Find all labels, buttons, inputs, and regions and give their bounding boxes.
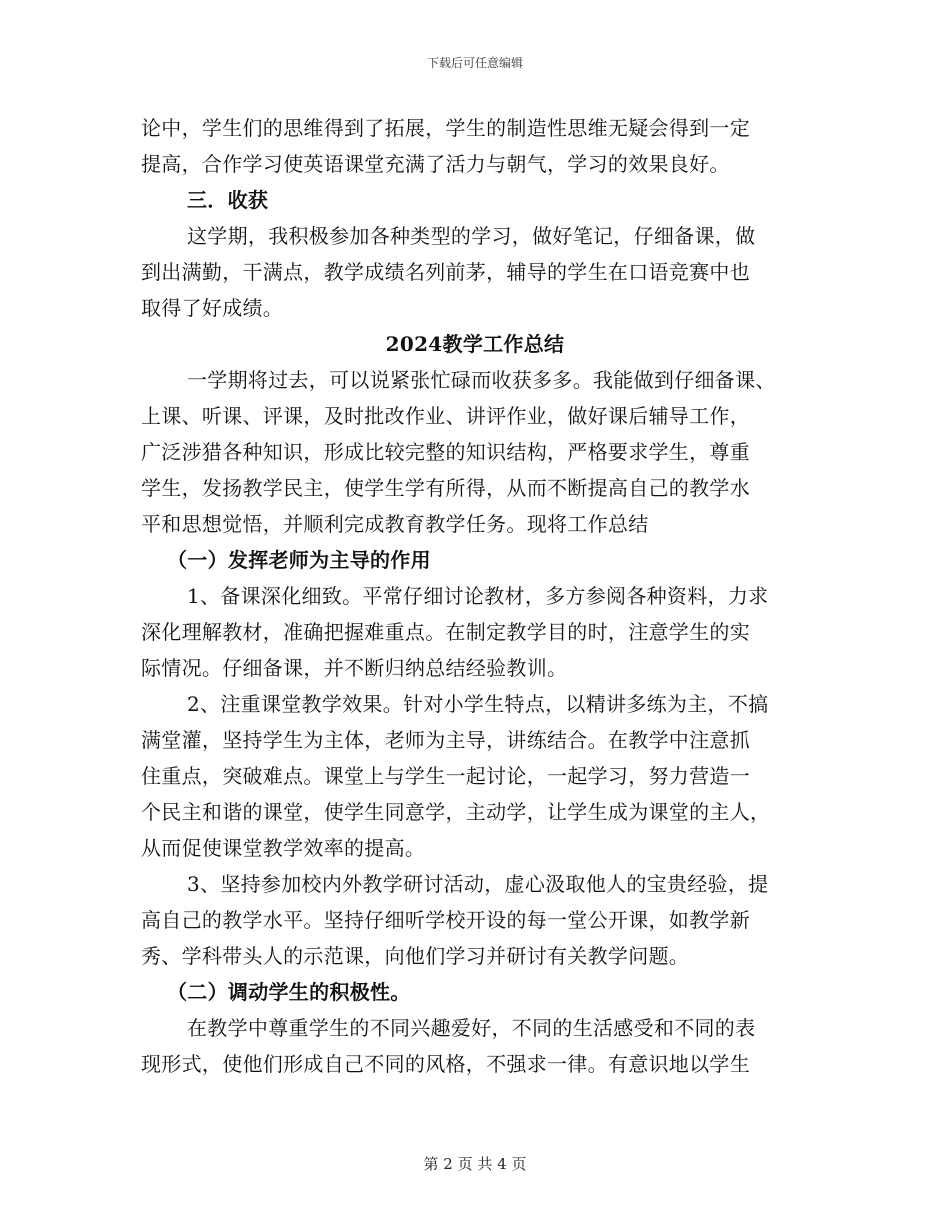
body-line: 高自己的教学水平。坚持仔细听学校开设的每一堂公开课，如教学新 <box>141 908 750 932</box>
body-line: 从而促使课堂教学效率的提高。 <box>141 836 426 860</box>
body-line: 际情况。仔细备课，并不断归纳总结经验教训。 <box>141 656 568 680</box>
body-line: 满堂灌，坚持学生为主体，老师为主导，讲练结合。在教学中注意抓 <box>141 728 750 752</box>
page-number: 第 2 页 共 4 页 <box>423 1155 527 1173</box>
body-line: 个民主和谐的课堂，使学生同意学，主动学，让学生成为课堂的主人， <box>141 800 771 824</box>
body-line: 提高，合作学习使英语课堂充满了活力与朝气，学习的效果良好。 <box>141 152 730 176</box>
page-header-note: 下载后可任意编辑 <box>426 56 523 70</box>
section-heading-student-motivation: （二）调动学生的积极性。 <box>167 980 411 1004</box>
body-line: 论中，学生们的思维得到了拓展，学生的制造性思维无疑会得到一定 <box>141 116 750 140</box>
body-line: 取得了好成绩。 <box>141 296 284 320</box>
body-line: 平和思想觉悟，并顺利完成教育教学任务。现将工作总结 <box>141 512 649 536</box>
body-line: 在教学中尊重学生的不同兴趣爱好，不同的生活感受和不同的表 <box>187 1016 756 1040</box>
body-line: 秀、学科带头人的示范课，向他们学习并研讨有关教学问题。 <box>141 944 690 968</box>
body-line: 深化理解教材，准确把握难重点。在制定教学目的时，注意学生的实 <box>141 620 750 644</box>
body-line: 学生，发扬教学民主，使学生学有所得，从而不断提高自己的教学水 <box>141 476 750 500</box>
body-line: 这学期，我积极参加各种类型的学习，做好笔记，仔细备课，做 <box>187 224 756 248</box>
body-line: 现形式，使他们形成自己不同的风格，不强求一律。有意识地以学生 <box>141 1052 750 1076</box>
body-line: 2、注重课堂教学效果。针对小学生特点，以精讲多练为主，不搞 <box>187 692 769 716</box>
document-body <box>141 110 809 1082</box>
section-heading-teacher-role: （一）发挥老师为主导的作用 <box>167 548 431 572</box>
document-title: 2024教学工作总结 <box>385 332 565 356</box>
body-line: 上课、听课、评课，及时批改作业、讲评作业，做好课后辅导工作， <box>141 404 750 428</box>
body-line: 3、坚持参加校内外教学研讨活动，虚心汲取他人的宝贵经验，提 <box>187 872 769 896</box>
body-line: 1、备课深化细致。平常仔细讨论教材，多方参阅各种资料，力求 <box>187 584 769 608</box>
body-line: 到出满勤，干满点，教学成绩名列前茅，辅导的学生在口语竞赛中也 <box>141 260 750 284</box>
body-line: 一学期将过去，可以说紧张忙碌而收获多多。我能做到仔细备课、 <box>187 368 776 392</box>
body-line: 广泛涉猎各种知识，形成比较完整的知识结构，严格要求学生，尊重 <box>141 440 750 464</box>
body-line: 住重点，突破难点。课堂上与学生一起讨论，一起学习，努力营造一 <box>141 764 750 788</box>
section-heading-harvest: 三．收获 <box>187 188 269 212</box>
